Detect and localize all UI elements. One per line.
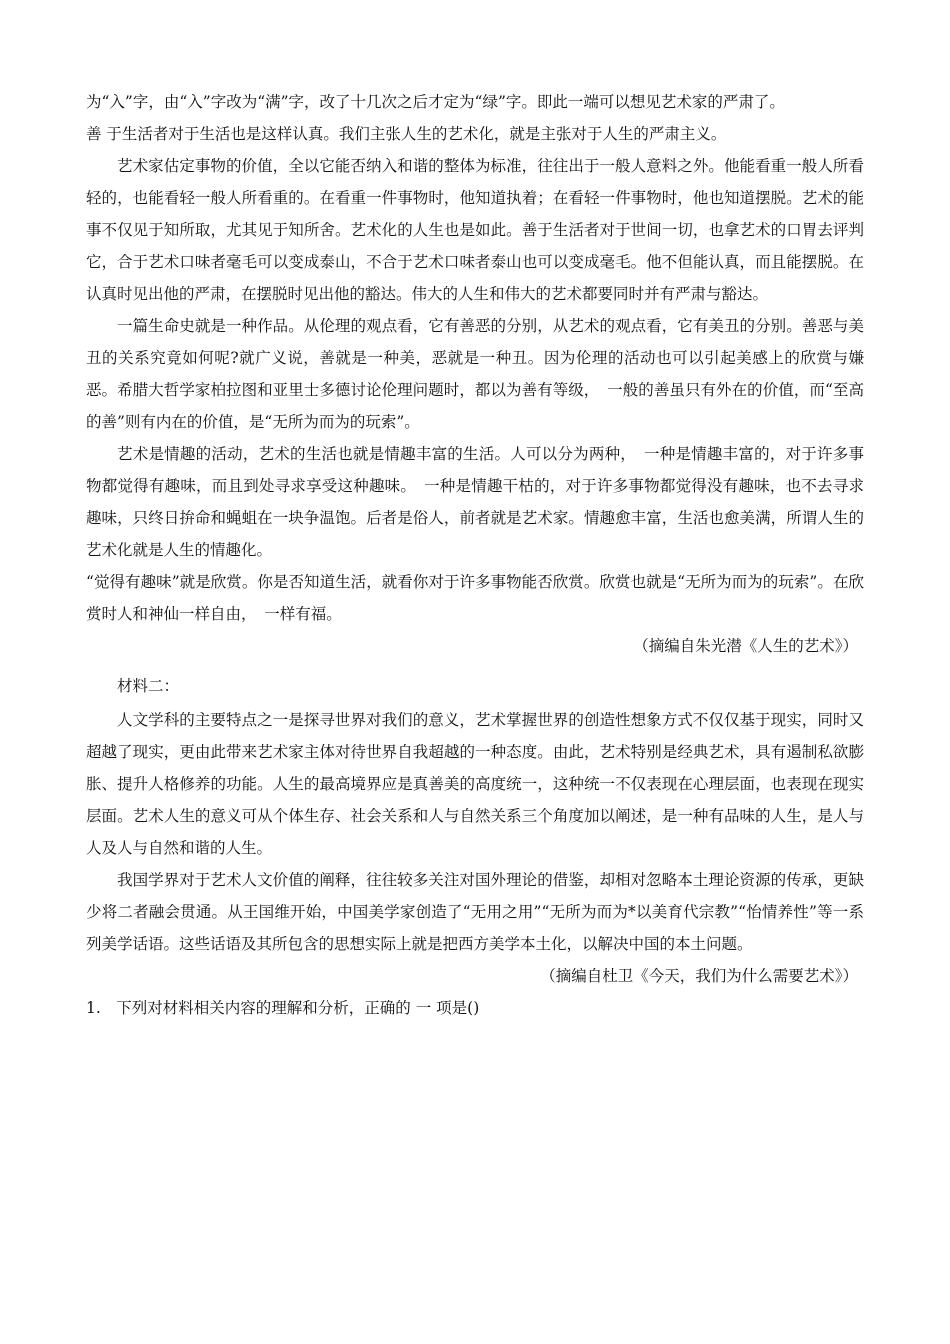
question-1: 1. 下列对材料相关内容的理解和分析，正确的 一 项是() [86,999,480,1017]
material2-heading: 材料二： [117,677,180,695]
material2-paragraph-2: 我国学界对于艺术人文价值的阐释，往往较多关注对国外理论的借鉴，却相对忽略本土理论资源的传承，更缺少将二者融会贯通。从王国维开始，中国美学家创造了“无用之用”“无所为而为*以美育代宗教”“怡情养性”等一系列美学话语。这些话语及其所包含的思想实际上就是把西方美学本土化，以解决中国的本土问题。 [86,871,864,953]
material1-source: （摘编自朱光潜《人生的艺术》） [633,637,858,655]
material1-paragraph-0b: 善 于生活者对于生活也是这样认真。我们主张人生的艺术化，就是主张对于人生的严肃主义。 [86,125,727,143]
material1-paragraph-1: 艺术家估定事物的价值，全以它能否纳入和谐的整体为标准，往往出于一般人意料之外。他能看重一般人所看轻的，也能看轻一般人所看重的。在看重一件事物时，他知道执着；在看轻一件事物时，他也知道摆脱。艺术的能事不仅见于知所取，尤其见于知所舍。艺术化的人生也是如此。善于生活者对于世间一切，也拿艺术的口胃去评判它，合于艺术口味者毫毛可以变成泰山，不合于艺术口味者泰山也可以变成毫毛。他不但能认真，而且能摆脱。在认真时见出他的严肃，在摆脱时见出他的豁达。伟大的人生和伟大的艺术都要同时并有严肃与豁达。 [86,157,864,303]
material2-paragraph-1: 人文学科的主要特点之一是探寻世界对我们的意义，艺术掌握世界的创造性想象方式不仅仅基于现实，同时又超越了现实，更由此带来艺术家主体对待世界自我超越的一种态度。由此，艺术特别是经典艺术，具有遏制私欲膨胀、提升人格修养的功能。人生的最高境界应是真善美的高度统一，这种统一不仅表现在心理层面，也表现在现实层面。艺术人生的意义可从个体生存、社会关系和人与自然关系三个角度加以阐述，是一种有品味的人生，是人与人及人与自然和谐的人生。 [86,711,864,857]
material1-paragraph-4: “觉得有趣味”就是欣赏。你是否知道生活，就看你对于许多事物能否欣赏。欣赏也就是“无所为而为的玩索”。在欣赏时人和神仙一样自由， 一样有福。 [86,573,864,623]
material2-source: （摘编自杜卫《今天，我们为什么需要艺术》） [540,967,858,985]
material1-paragraph-2: 一篇生命史就是一种作品。从伦理的观点看，它有善恶的分别，从艺术的观点看，它有美丑的分别。善恶与美丑的关系究竟如何呢?就广义说，善就是一种美，恶就是一种丑。因为伦理的活动也可以引起美感上的欣赏与嫌恶。希腊大哲学家柏拉图和亚里士多德讨论伦理问题时，都以为善有等级， 一般的善虽只有外在的价值，而“至高的善”则有内在的价值，是“无所为而为的玩索”。 [86,317,864,431]
material1-paragraph-3: 艺术是情趣的活动，艺术的生活也就是情趣丰富的生活。人可以分为两种， 一种是情趣丰富的，对于许多事物都觉得有趣味，而且到处寻求享受这种趣味。 一种是情趣干枯的，对于许多事物都觉得没有趣味，也不去寻求趣味，只终日拚命和蝇蛆在一块争温饱。后者是俗人，前者就是艺术家。情趣愈丰富，生活也愈美满，所谓人生的艺术化就是人生的情趣化。 [86,445,864,559]
material1-paragraph-0: 为“入”字，由“入”字改为“满”字，改了十几次之后才定为“绿”字。即此一端可以想见艺术家的严肃了。 [86,93,785,111]
